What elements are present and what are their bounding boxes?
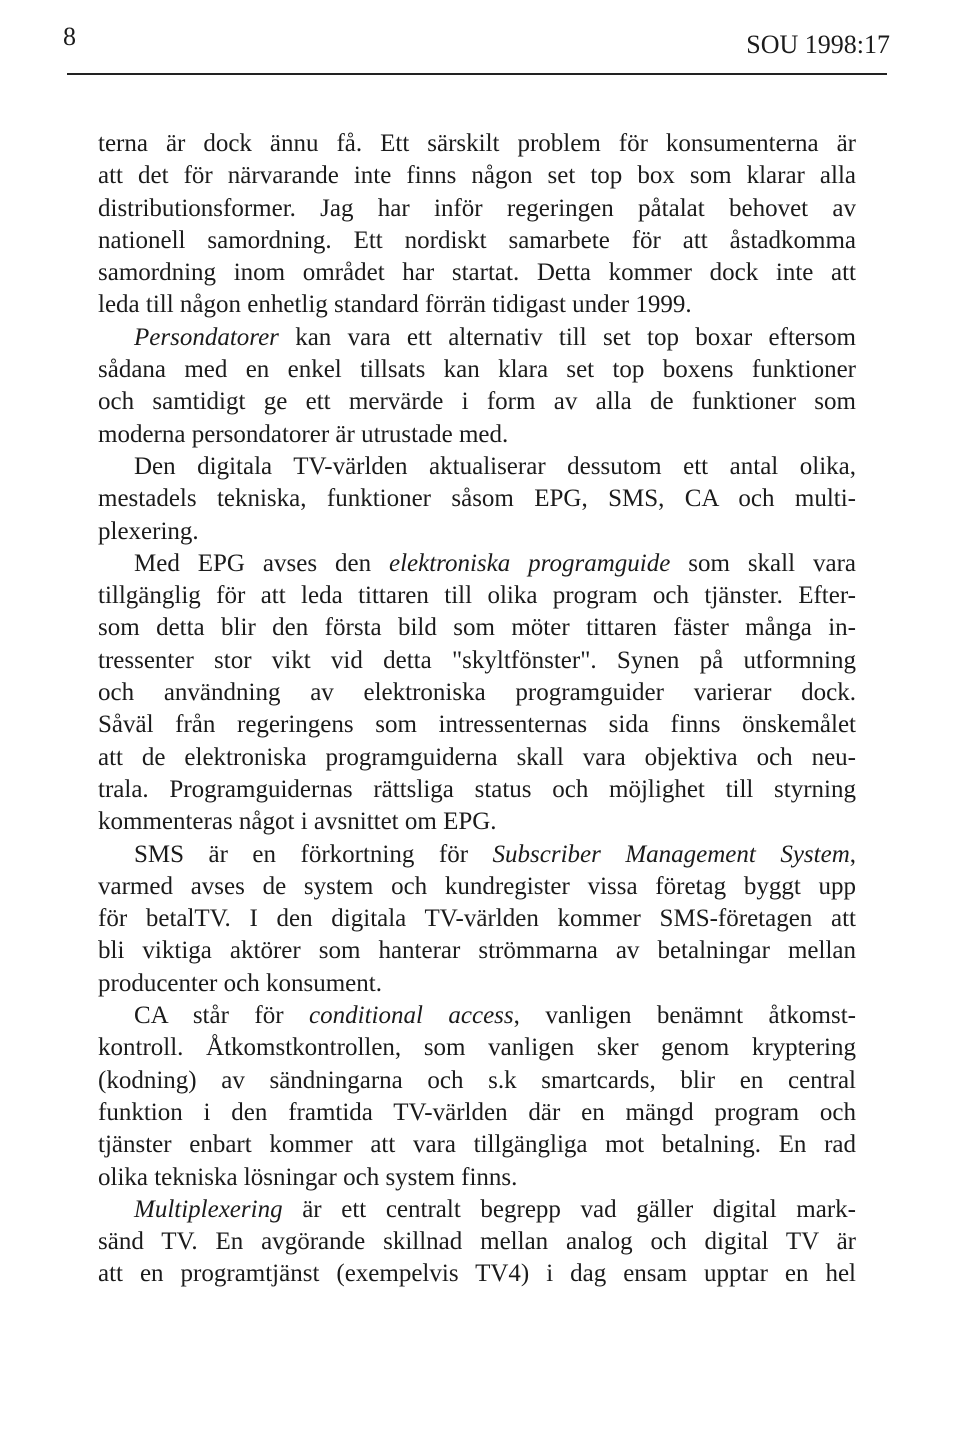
text-line — [98, 419, 856, 451]
text-line — [98, 386, 856, 418]
text-segment: distributionsformer. Jag har inför regeringen påtalat behovet av — [98, 194, 856, 222]
text-segment: tillgänglig för att leda tittaren till olika program och tjänster. Efter- — [98, 582, 856, 610]
text-segment: plexering. — [98, 517, 199, 545]
text-segment: samordning inom området har startat. Detta kommer dock inte att — [98, 259, 856, 287]
text-line — [98, 225, 856, 257]
text-segment: terna är dock ännu få. Ett särskilt problem för konsumenterna är — [98, 130, 856, 157]
text-segment: , vanligen benämnt åtkomst- — [513, 1002, 856, 1030]
text-segment: som skall vara — [670, 549, 856, 577]
text-line — [98, 193, 856, 225]
italic-term: Persondatorer — [134, 323, 279, 351]
text-line — [98, 516, 856, 548]
text-segment: , — [849, 840, 857, 868]
text-segment: att det för närvarande inte finns någon set top box som klarar alla — [98, 162, 856, 190]
text-segment: för betalTV. I den digitala TV-världen kommer SMS-företagen att — [98, 905, 856, 933]
text-line — [98, 289, 856, 321]
text-segment: kan vara ett alternativ till set top boxar eftersom — [278, 323, 856, 351]
text-segment: kontroll. Åtkomstkontrollen, som vanligen sker genom kryptering — [98, 1034, 856, 1062]
text-line — [98, 1032, 856, 1064]
text-segment: (kodning) av sändningarna och s.k smartcards, blir en central — [98, 1066, 856, 1094]
text-segment: nationell samordning. Ett nordiskt samarbete för att åstadkomma — [98, 226, 856, 254]
text-line — [98, 645, 856, 677]
body-text — [98, 128, 856, 1291]
italic-term: conditional access — [309, 1002, 514, 1030]
text-line — [98, 1097, 856, 1129]
text-segment: SMS är en förkortning för — [134, 840, 493, 868]
text-line — [98, 1162, 856, 1194]
text-line — [98, 160, 856, 192]
text-segment: Såväl från regeringens som intressenternas sida finns önskemålet — [98, 711, 856, 739]
text-segment: olika tekniska lösningar och system finns. — [98, 1163, 518, 1191]
text-line — [98, 483, 856, 515]
text-segment: bli viktiga aktörer som hanterar strömmarna av betalningar mellan — [98, 937, 856, 965]
text-segment: CA står för — [134, 1002, 310, 1030]
text-segment: leda till någon enhetlig standard förrän tidigast under 1999. — [98, 291, 692, 319]
italic-term: elektroniska programguide — [389, 549, 671, 577]
text-segment: moderna persondatorer är utrustade med. — [98, 420, 509, 448]
text-line — [98, 742, 856, 774]
text-segment: producenter och konsument. — [98, 969, 382, 997]
text-line — [98, 1194, 856, 1226]
text-segment: trala. Programguidernas rättsliga status och möjlighet till styrning — [98, 775, 856, 803]
text-line — [98, 871, 856, 903]
text-segment: att de elektroniska programguiderna skall vara objektiva och neu- — [98, 743, 856, 771]
text-line — [98, 1065, 856, 1097]
text-line — [98, 806, 856, 838]
text-segment: mestadels tekniska, funktioner såsom EPG, SMS, CA och multi- — [98, 485, 856, 513]
text-line — [98, 612, 856, 644]
text-line — [98, 257, 856, 289]
text-line — [98, 548, 856, 580]
text-line — [98, 1129, 856, 1161]
text-line — [98, 774, 856, 806]
text-line — [98, 968, 856, 1000]
text-line — [98, 1226, 856, 1258]
text-line — [98, 935, 856, 967]
italic-term: Subscriber Management System — [492, 840, 850, 868]
text-segment: kommenteras något i avsnittet om EPG. — [98, 808, 497, 836]
text-segment: som detta blir den första bild som möter tittaren fäster många in- — [98, 614, 856, 642]
text-segment: tjänster enbart kommer att vara tillgängliga mot betalning. En rad — [98, 1131, 856, 1159]
text-segment: varmed avses de system och kundregister vissa företag byggt upp — [98, 872, 856, 900]
text-line — [98, 1000, 856, 1032]
text-line — [98, 354, 856, 386]
text-segment: att en programtjänst (exempelvis TV4) i dag ensam upptar en hel — [98, 1260, 856, 1288]
text-segment: och användning av elektroniska programguider varierar dock. — [98, 679, 856, 707]
italic-term: Multiplexering — [134, 1195, 283, 1223]
text-segment: är ett centralt begrepp vad gäller digital mark- — [282, 1195, 856, 1223]
running-head: SOU 1998:17 — [746, 30, 890, 59]
header-rule — [67, 73, 887, 75]
text-segment: tressenter stor vikt vid detta "skyltfönster". Synen på utformning — [98, 646, 856, 674]
text-line — [98, 451, 856, 483]
text-segment: funktion i den framtida TV-världen där en mängd program och — [98, 1098, 856, 1126]
text-line — [98, 839, 856, 871]
text-segment: sådana med en enkel tillsats kan klara set top boxens funktioner — [98, 356, 856, 384]
text-line — [98, 677, 856, 709]
text-line — [98, 128, 856, 160]
text-segment: sänd TV. En avgörande skillnad mellan analog och digital TV är — [98, 1228, 856, 1256]
text-segment: och samtidigt ge ett mervärde i form av alla de funktioner som — [98, 388, 856, 416]
text-line — [98, 903, 856, 935]
page-number: 8 — [63, 22, 76, 51]
text-segment: Med EPG avses den — [134, 549, 389, 577]
text-segment: Den digitala TV-världen aktualiserar dessutom ett antal olika, — [134, 452, 856, 480]
text-line — [98, 1258, 856, 1290]
text-line — [98, 580, 856, 612]
text-line — [98, 709, 856, 741]
text-line — [98, 322, 856, 354]
page-header — [0, 0, 960, 80]
